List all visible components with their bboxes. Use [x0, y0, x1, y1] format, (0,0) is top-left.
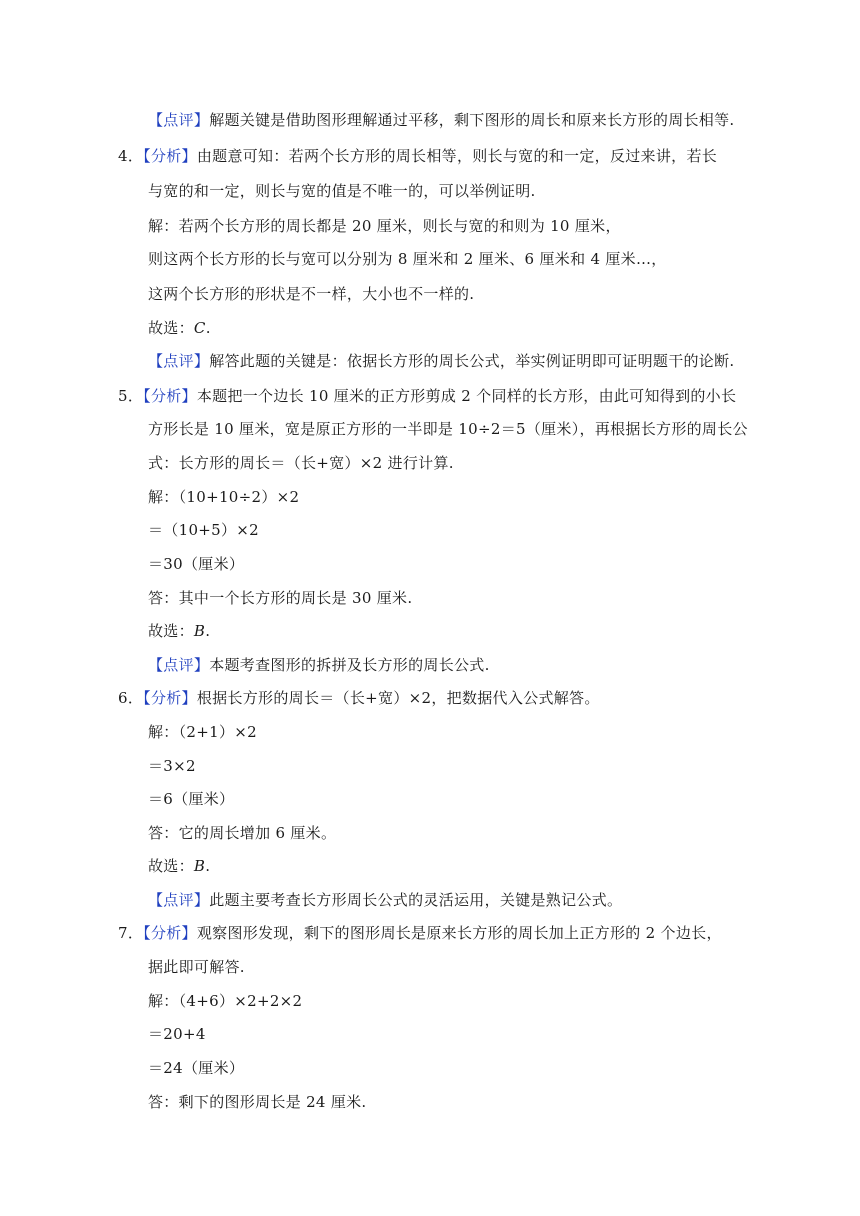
text-line: 故选：B. [148, 622, 211, 640]
text-line: ＝30（厘米） [148, 555, 245, 573]
analysis-tag: 【分析】 [143, 924, 197, 942]
text-line: 与宽的和一定，则长与宽的值是不唯一的，可以举例证明. [148, 182, 536, 200]
text-line: 【点评】解题关键是借助图形理解通过平移，剩下图形的周长和原来长方形的周长相等. [148, 111, 735, 129]
text-line: 答：剩下的图形周长是 24 厘米. [148, 1093, 367, 1111]
analysis-tag: 【分析】 [143, 689, 197, 707]
text-line: 解：（10+10÷2）×2 [148, 488, 300, 506]
text-line: 这两个长方形的形状是不一样，大小也不一样的. [148, 285, 475, 303]
text-line: 7．【分析】观察图形发现，剩下的图形周长是原来长方形的周长加上正方形的 2 个边长， [118, 924, 722, 942]
question-number: 7． [118, 924, 144, 942]
text-line: 答：其中一个长方形的周长是 30 厘米. [148, 589, 413, 607]
review-tag: 【点评】 [148, 656, 210, 674]
review-tag: 【点评】 [148, 891, 210, 909]
text-line: 4．【分析】由题意可知：若两个长方形的周长相等，则长与宽的和一定，反过来讲，若长 [118, 147, 718, 165]
text-line: 故选：B. [148, 857, 211, 875]
text-line: 【点评】本题考查图形的拆拼及长方形的周长公式. [148, 656, 490, 674]
text-line: 据此即可解答. [148, 958, 245, 976]
text-line: 【点评】此题主要考查长方形周长公式的灵活运用，关键是熟记公式。 [148, 891, 623, 909]
text-line: 5．【分析】本题把一个边长 10 厘米的正方形剪成 2 个同样的长方形，由此可知得到的小长 [118, 387, 737, 405]
text-line: ＝（10+5）×2 [148, 521, 260, 539]
text-line: ＝24（厘米） [148, 1059, 245, 1077]
analysis-tag: 【分析】 [143, 147, 197, 165]
question-number: 4． [118, 147, 144, 165]
text-line: 【点评】解答此题的关键是：依据长方形的周长公式，举实例证明即可证明题干的论断. [148, 352, 735, 370]
text-line: 答：它的周长增加 6 厘米。 [148, 824, 337, 842]
text-line: 则这两个长方形的长与宽可以分别为 8 厘米和 2 厘米、6 厘米和 4 厘米…， [148, 250, 667, 268]
text-line: 6．【分析】根据长方形的周长＝（长+宽）×2，把数据代入公式解答。 [118, 689, 600, 707]
review-tag: 【点评】 [148, 352, 210, 370]
text-line: 式：长方形的周长＝（长+宽）×2 进行计算. [148, 454, 454, 472]
text-line: 解：（4+6）×2+2×2 [148, 992, 303, 1010]
text-line: 故选：C. [148, 319, 211, 337]
text-line: 解：若两个长方形的周长都是 20 厘米，则长与宽的和则为 10 厘米， [148, 217, 621, 235]
analysis-tag: 【分析】 [143, 387, 197, 405]
text-line: ＝3×2 [148, 757, 196, 775]
text-line: ＝20+4 [148, 1025, 206, 1043]
review-tag: 【点评】 [148, 111, 210, 129]
text-line: ＝6（厘米） [148, 790, 235, 808]
text-line: 解：（2+1）×2 [148, 723, 257, 741]
text-line: 方形长是 10 厘米，宽是原正方形的一半即是 10÷2＝5（厘米），再根据长方形的周长公 [148, 420, 748, 438]
question-number: 6． [118, 689, 144, 707]
question-number: 5． [118, 387, 144, 405]
